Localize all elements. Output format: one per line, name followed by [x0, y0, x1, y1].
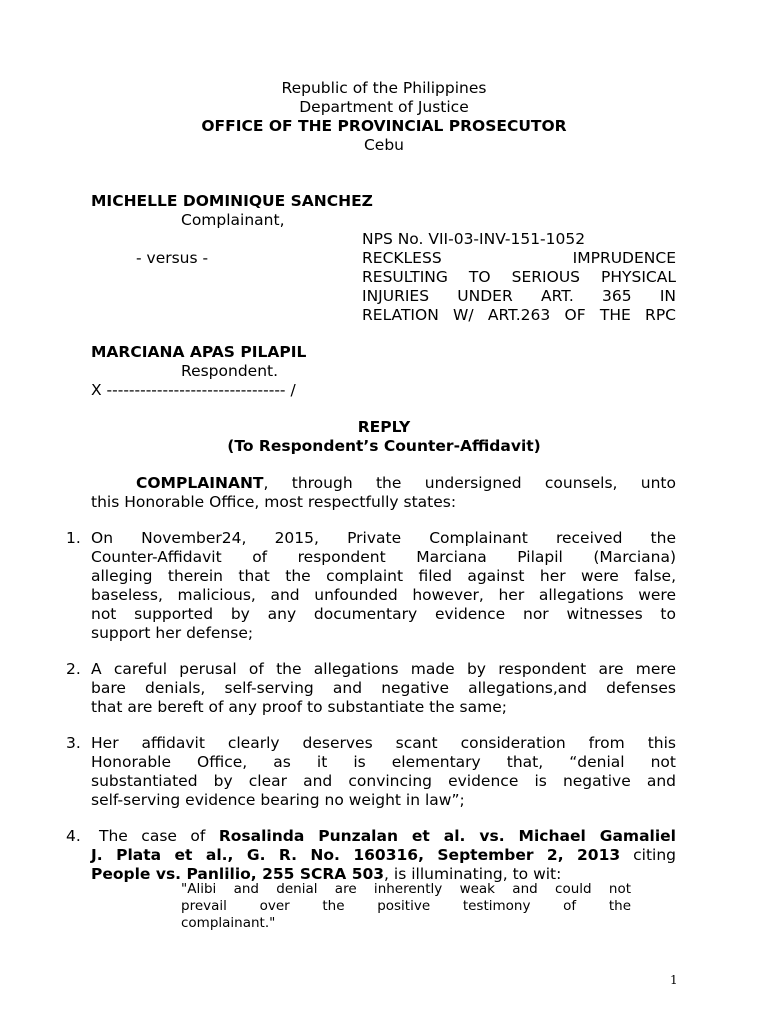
quote-line: complainant.": [181, 915, 276, 931]
header-department: Department of Justice: [299, 98, 469, 116]
para-number: 3.: [66, 734, 81, 752]
para-number: 4.: [66, 827, 81, 845]
case-offense-line: INJURIES UNDER ART. 365 IN: [362, 287, 676, 305]
document-subtitle: (To Respondent’s Counter-Affidavit): [227, 437, 541, 455]
document-title: REPLY: [357, 418, 411, 436]
complainant-role: Complainant,: [181, 211, 285, 229]
quote-line: prevail over the positive testimony of the: [181, 898, 631, 914]
para-line: bare denials, self-serving and negative allegations,and defenses: [91, 679, 676, 697]
para-number: 2.: [66, 660, 81, 678]
para-line: Her affidavit clearly deserves scant consideration from this: [91, 734, 676, 752]
para-line: Honorable Office, as it is elementary that, “denial not: [91, 753, 676, 771]
intro-line: [136, 474, 676, 493]
case-offense-line: RECKLESS IMPRUDENCE: [362, 249, 676, 267]
complainant-name: MICHELLE DOMINIQUE SANCHEZ: [91, 192, 373, 210]
caption-separator: X -------------------------------- /: [91, 381, 296, 399]
case-offense-line: RESULTING TO SERIOUS PHYSICAL: [362, 268, 676, 286]
intro-line: this Honorable Office, most respectfully states:: [91, 493, 457, 511]
versus-label: - versus -: [136, 249, 209, 267]
para-line: [91, 846, 676, 865]
quote-line: "Alibi and denial are inherently weak and could not: [181, 881, 631, 897]
para-line: support her defense;: [91, 624, 254, 642]
case-citation: Rosalinda Punzalan et al. vs. Michael Gamaliel: [218, 827, 676, 845]
para-line: not supported by any documentary evidence nor witnesses to: [91, 605, 676, 623]
para4-lead: The case of: [99, 827, 219, 845]
case-citation: J. Plata et al., G. R. No. 160316, September 2, 2013: [91, 846, 621, 864]
para-line: self-serving evidence bearing no weight in law”;: [91, 791, 465, 809]
header-city: Cebu: [363, 136, 405, 154]
intro-line-rest: , through the undersigned counsels, unto: [263, 474, 676, 492]
para4-text: citing: [620, 846, 676, 864]
para-line: alleging therein that the complaint filed against her were false,: [91, 567, 676, 585]
para-line: Counter-Affidavit of respondent Marciana Pilapil (Marciana): [91, 548, 676, 566]
para-line: that are bereft of any proof to substantiate the same;: [91, 698, 507, 716]
para-line: baseless, malicious, and unfounded however, her allegations were: [91, 586, 676, 604]
page-number: 1: [670, 973, 678, 987]
para-line: A careful perusal of the allegations made by respondent are mere: [91, 660, 676, 678]
intro-complainant: COMPLAINANT: [136, 474, 264, 492]
header-republic: Republic of the Philippines: [281, 79, 487, 97]
case-citation: People vs. Panlilio, 255 SCRA 503: [91, 865, 385, 883]
para-line: On November24, 2015, Private Complainant received the: [91, 529, 676, 547]
case-number: NPS No. VII-03-INV-151-1052: [362, 230, 586, 248]
para-line: [99, 827, 676, 846]
para4-text: , is illuminating, to wit:: [384, 865, 562, 883]
respondent-role: Respondent.: [181, 362, 279, 380]
para-number: 1.: [66, 529, 81, 547]
case-offense-line: RELATION W/ ART.263 OF THE RPC: [362, 306, 676, 324]
header-office: OFFICE OF THE PROVINCIAL PROSECUTOR: [201, 117, 567, 135]
para-line: substantiated by clear and convincing evidence is negative and: [91, 772, 676, 790]
respondent-name: MARCIANA APAS PILAPIL: [91, 343, 307, 361]
